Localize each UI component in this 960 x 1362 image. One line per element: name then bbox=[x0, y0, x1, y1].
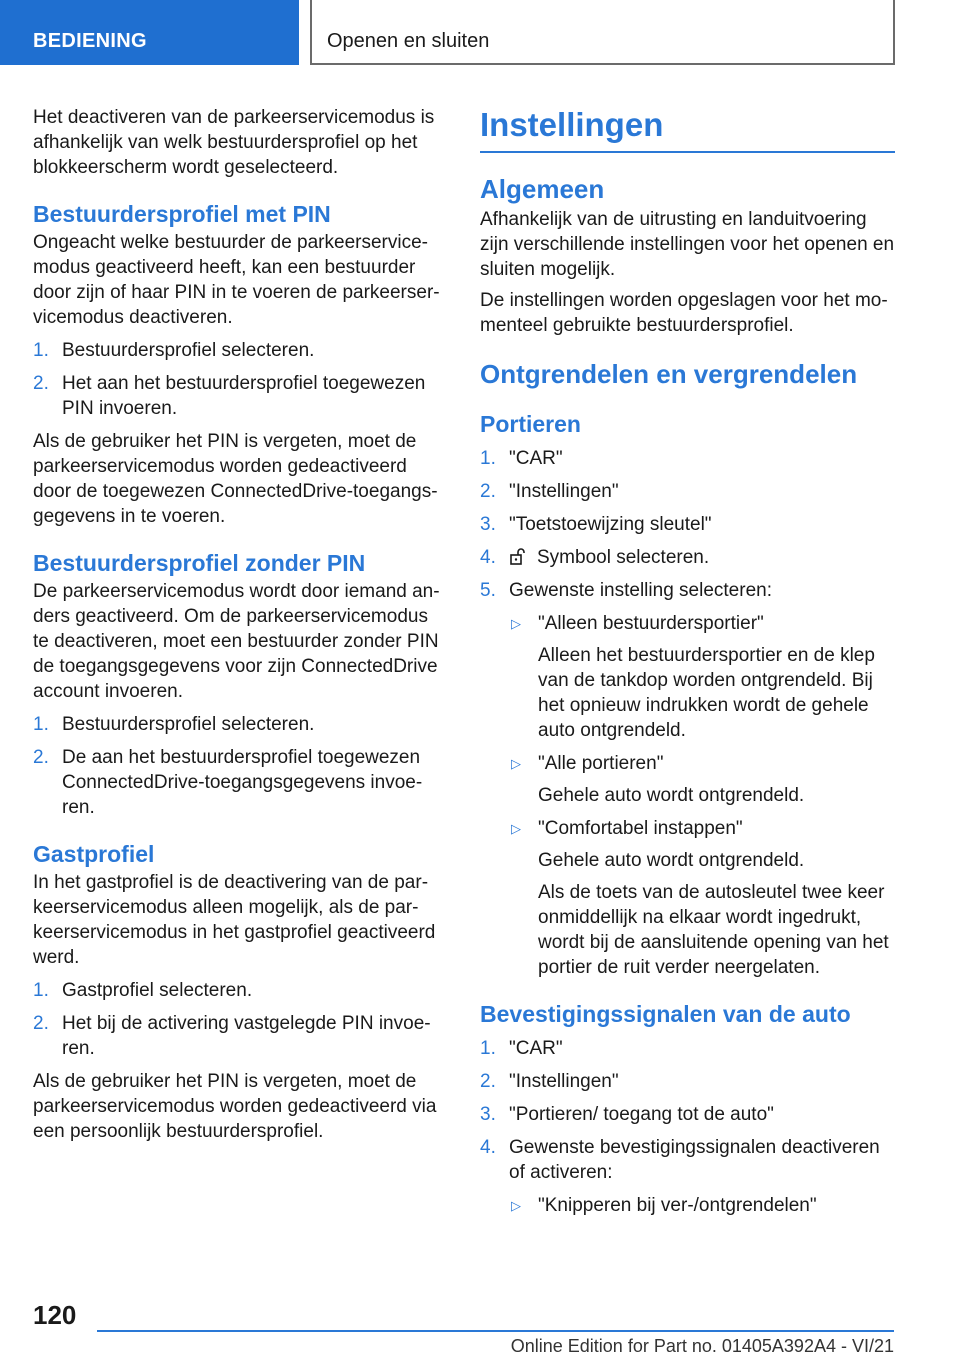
signals-steps bbox=[480, 1036, 895, 1218]
right-column bbox=[480, 105, 895, 1226]
pin-paragraph: Ongeacht welke bestuurder de parkeerservicemodus geactiveerd heeft, kan een bestuurder door zijn of haar PIN in te voeren de parkeerservicemodus deactiveren. bbox=[33, 232, 440, 328]
list-item: 1. Gastprofiel selecteren. bbox=[33, 980, 253, 1001]
doors-options bbox=[509, 611, 895, 980]
triangle-icon: ▷ bbox=[511, 1198, 521, 1213]
list-item: ▷ "Knipperen bij ver-/ontgrendelen" bbox=[511, 1195, 817, 1216]
list-item: 2. De aan het bestuurdersprofiel toegewezen ConnectedDrive-toegangsgegevens invoeren. bbox=[33, 747, 423, 818]
list-item: 3. "Portieren/ toegang tot de auto" bbox=[480, 1104, 774, 1125]
section-tab: BEDIENING bbox=[0, 0, 299, 65]
list-item: 1. Bestuurdersprofiel selecteren. bbox=[33, 714, 315, 735]
guest-heading: Gastprofiel bbox=[33, 841, 155, 867]
list-item: ▷ "Alleen bestuurdersportier" Alleen het bestuurdersportier en de klep van de tankdop worden ontgrendeld. Bij het opnieuw indrukken wordt de gehele auto ontgrendeld. bbox=[511, 613, 875, 741]
pin-heading: Bestuurdersprofiel met PIN bbox=[33, 201, 331, 227]
unlock-icon bbox=[509, 547, 527, 565]
list-item: 1. "CAR" bbox=[480, 448, 563, 469]
list-item: 2. "Instellingen" bbox=[480, 481, 619, 502]
list-item: 4. Symbool selecteren. bbox=[480, 547, 710, 568]
doors-steps bbox=[480, 446, 895, 980]
general-heading: Algemeen bbox=[480, 174, 605, 204]
nopin-steps bbox=[33, 712, 448, 820]
general-paragraph-2: De instellingen worden opgeslagen voor het momenteel gebruikte bestuurdersprofiel. bbox=[480, 290, 888, 336]
doors-heading: Portieren bbox=[480, 411, 581, 437]
edition-text: Online Edition for Part no. 01405A392A4 - VI/21 bbox=[510, 1336, 894, 1356]
guest-paragraph: In het gastprofiel is de deactivering van de parkeerservicemodus alleen mogelijk, als de parkeerservicemodus in het gastprofiel geactiveerd werd. bbox=[33, 872, 436, 968]
left-column bbox=[33, 105, 448, 1150]
list-item: 2. Het aan het bestuurdersprofiel toegewezen PIN invoeren. bbox=[33, 373, 426, 419]
list-item: 4. Gewenste bevestigingssignalen deactiveren of activeren: ▷ "Knipperen bij ver-/ontgrendelen" bbox=[480, 1135, 895, 1218]
list-item: 2. "Instellingen" bbox=[480, 1071, 619, 1092]
list-item: 1. "CAR" bbox=[480, 1038, 563, 1059]
list-item: 3. "Toetstoewijzing sleutel" bbox=[480, 514, 712, 535]
guest-steps bbox=[33, 978, 448, 1061]
chapter-title: Openen en sluiten bbox=[310, 0, 895, 65]
triangle-icon: ▷ bbox=[511, 616, 521, 631]
list-item: ▷ "Alle portieren" Gehele auto wordt ontgrendeld. bbox=[511, 753, 805, 806]
guest-note: Als de gebruiker het PIN is vergeten, moet de parkeerservicemodus worden gedeactiveerd via een persoonlijk bestuurdersprofiel. bbox=[33, 1071, 437, 1142]
page-number: 120 bbox=[33, 1300, 77, 1330]
footer-divider bbox=[97, 1330, 894, 1332]
signals-heading: Bevestigingssignalen van de auto bbox=[480, 1001, 851, 1027]
list-item: ▷ "Comfortabel instappen" Gehele auto wordt ontgrendeld. Als de toets van de autosleutel twee keer onmiddellijk na elkaar wordt ingedrukt, wordt bij de aansluitende opening van het portier de ruit verder neergelaten. bbox=[511, 818, 889, 978]
general-paragraph-1: Afhankelijk van de uitrusting en landuitvoering zijn verschillende instellingen voor het openen en sluiten mogelijk. bbox=[480, 209, 895, 280]
triangle-icon: ▷ bbox=[511, 756, 521, 771]
settings-title: Instellingen bbox=[480, 105, 895, 153]
nopin-paragraph: De parkeerservicemodus wordt door iemand anders geactiveerd. Om de parkeerservicemodus te deactiveren, moet een bestuurder zonder PIN de toegangsgegevens voor zijn ConnectedDrive account invoeren. bbox=[33, 581, 440, 702]
list-item: 5. Gewenste instelling selecteren: ▷ "Alleen bestuurdersportier" Alleen het bestuurdersportier en de klep van de tankdop worden ontgrendeld. Bij het opnieuw indrukken wordt de gehele auto ontgrendeld. ▷ "Alle portieren" Gehele auto wordt ontgrendeld. ▷ "Comfortabel instappen" Gehele auto wordt ontgrendeld. Als de toets van de autosleutel twee keer onmiddellijk na elkaar wordt ingedrukt, wordt bij de aansluitende opening van het portier de ruit verder neergelaten. bbox=[480, 578, 895, 980]
triangle-icon: ▷ bbox=[511, 821, 521, 836]
signals-options bbox=[509, 1193, 895, 1218]
list-item: 1. Bestuurdersprofiel selecteren. bbox=[33, 340, 315, 361]
nopin-heading: Bestuurdersprofiel zonder PIN bbox=[33, 550, 366, 576]
lock-heading: Ontgrendelen en vergrendelen bbox=[480, 359, 858, 389]
pin-steps bbox=[33, 338, 448, 421]
intro-paragraph: Het deactiveren van de parkeerservicemodus is afhankelijk van welk bestuurdersprofiel op het blokkeerscherm wordt geselecteerd. bbox=[33, 107, 435, 178]
pin-note: Als de gebruiker het PIN is vergeten, moet de parkeerservicemodus worden gedeactiveerd door de toegewezen ConnectedDrive-toegangsgegevens in te voeren. bbox=[33, 431, 438, 527]
list-item: 2. Het bij de activering vastgelegde PIN invoeren. bbox=[33, 1013, 431, 1059]
